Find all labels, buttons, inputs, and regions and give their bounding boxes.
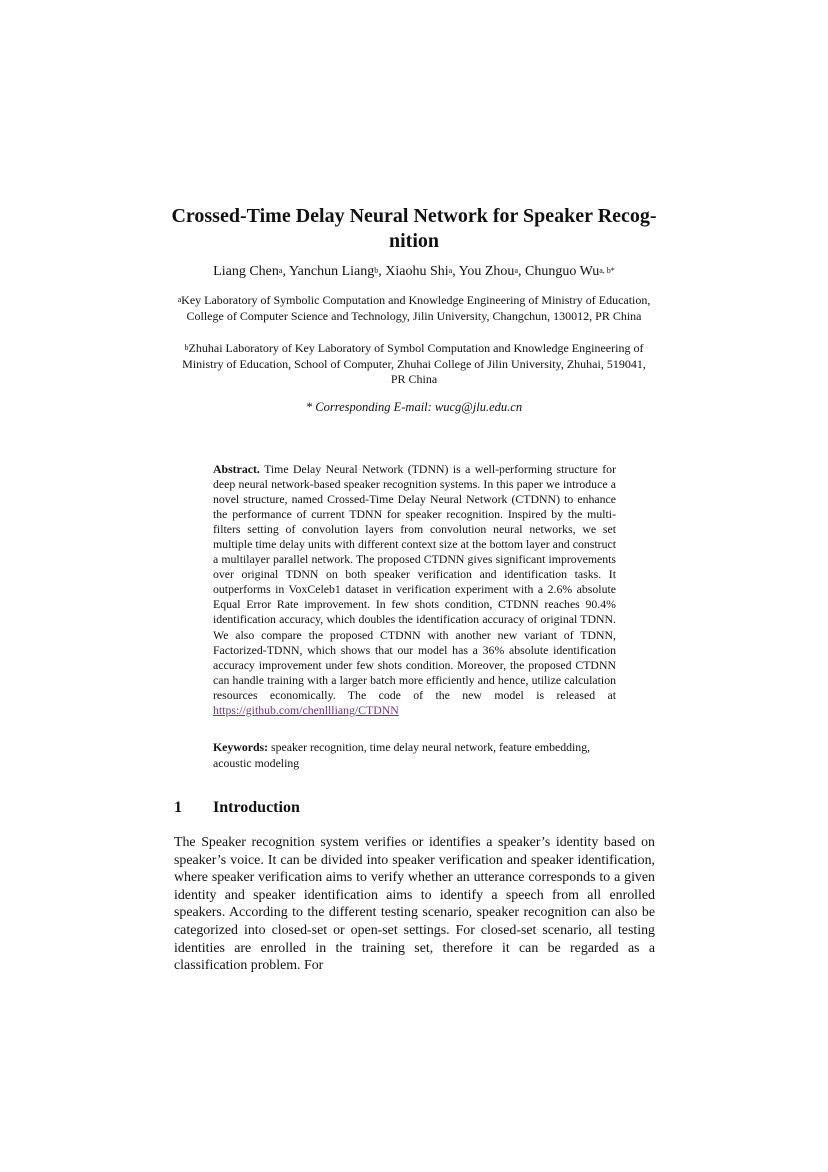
author-name: Liang Chen xyxy=(213,264,279,279)
author-name: You Zhou xyxy=(458,264,515,279)
affiliation-mark: b xyxy=(184,343,189,352)
author-affiliation-mark: a xyxy=(448,266,453,275)
affiliation-b xyxy=(174,341,654,388)
affiliation-text: Zhuhai Laboratory of Key Laboratory of Symbol Computation and Knowledge Engineering of Ministry of Education, School of Computer, Zhuhai College of Jilin University, Zhuhai, 519041, PR China xyxy=(182,341,646,386)
abstract xyxy=(213,462,616,718)
corresponding-email: * Corresponding E-mail: wucg@jlu.edu.cn xyxy=(305,400,523,414)
abstract-label: Abstract. xyxy=(213,462,260,476)
abstract-text: Time Delay Neural Network (TDNN) is a well-performing structure for deep neural network-based speaker recognition systems. In this paper we introduce a novel structure, named Crossed-Time Delay Neural Network (CTDNN) to enhance the performance of current TDNN for speaker recognition. Inspired by the multi-filters setting of convolution layers from convolution neural networks, we set multiple time delay units with different context size at the bottom layer and construct a multilayer parallel network. The proposed CTDNN gives significant improvements over original TDNN on both speaker verification and identification tasks. It outperforms in VoxCeleb1 dataset in verification experiment with a 2.6% absolute Equal Error Rate improvement. In few shots condition, CTDNN reaches 90.4% identification accuracy, which doubles the identification accuracy of original TDNN. We also compare the proposed CTDNN with another new variant of TDNN, Factorized-TDNN, which shows that our model has a 36% absolute identification accuracy improvement under few shots condition. Moreover, the proposed CTDNN can handle training with a larger batch more efficiently and hence, utilize calculation resources economically. The code of the new model is released at xyxy=(213,462,616,702)
keywords-text: speaker recognition, time delay neural network, feature embedding, acoustic modeling xyxy=(213,740,591,770)
keywords-label: Keywords: xyxy=(213,740,269,754)
paper-title: Crossed-Time Delay Neural Network for Speaker Recog-nition xyxy=(171,205,657,252)
author-name: Yanchun Liang xyxy=(288,264,375,279)
section-heading xyxy=(174,798,300,818)
author-name: Xiaohu Shi xyxy=(385,264,449,279)
section-title: Introduction xyxy=(213,799,300,816)
author-affiliation-mark: a, b* xyxy=(599,266,615,275)
affiliation-mark: a xyxy=(177,295,182,304)
keywords xyxy=(213,739,616,771)
introduction-paragraph: The Speaker recognition system verifies or identifies a speaker’s identity based on speaker’s voice. It can be divided into speaker verification and speaker identification, where speaker verification aims to verify whether an utterance corresponds to a given identity and speaker identification aims to identify a speech from all enrolled speakers. According to the different testing scenario, speaker recognition can also be categorized into closed-set or open-set settings. For closed-set scenario, all testing identities are enrolled in the training set, therefore it can be regarded as a classification problem. For xyxy=(174,835,655,974)
affiliation-a xyxy=(174,293,654,324)
author-affiliation-mark: b xyxy=(374,266,379,275)
author-name: Chunguo Wu xyxy=(525,264,600,279)
code-link[interactable]: https://github.com/chenllliang/CTDNN xyxy=(213,702,399,717)
author-list: Liang Chen$^a$, Yanchun Liang$^b$, Xiaohu Shi$^a$, You Zhou$^a$, Chunguo $Wu^{a, b*}$ xyxy=(213,264,615,279)
author-affiliation-mark: a xyxy=(514,266,518,275)
affiliation-text: Key Laboratory of Symbolic Computation and Knowledge Engineering of Ministry of Education, College of Computer Science and Technology, Jilin University, Changchun, 130012, PR China xyxy=(181,293,651,323)
section-number: 1 xyxy=(174,799,182,816)
author-affiliation-mark: a xyxy=(278,266,283,275)
